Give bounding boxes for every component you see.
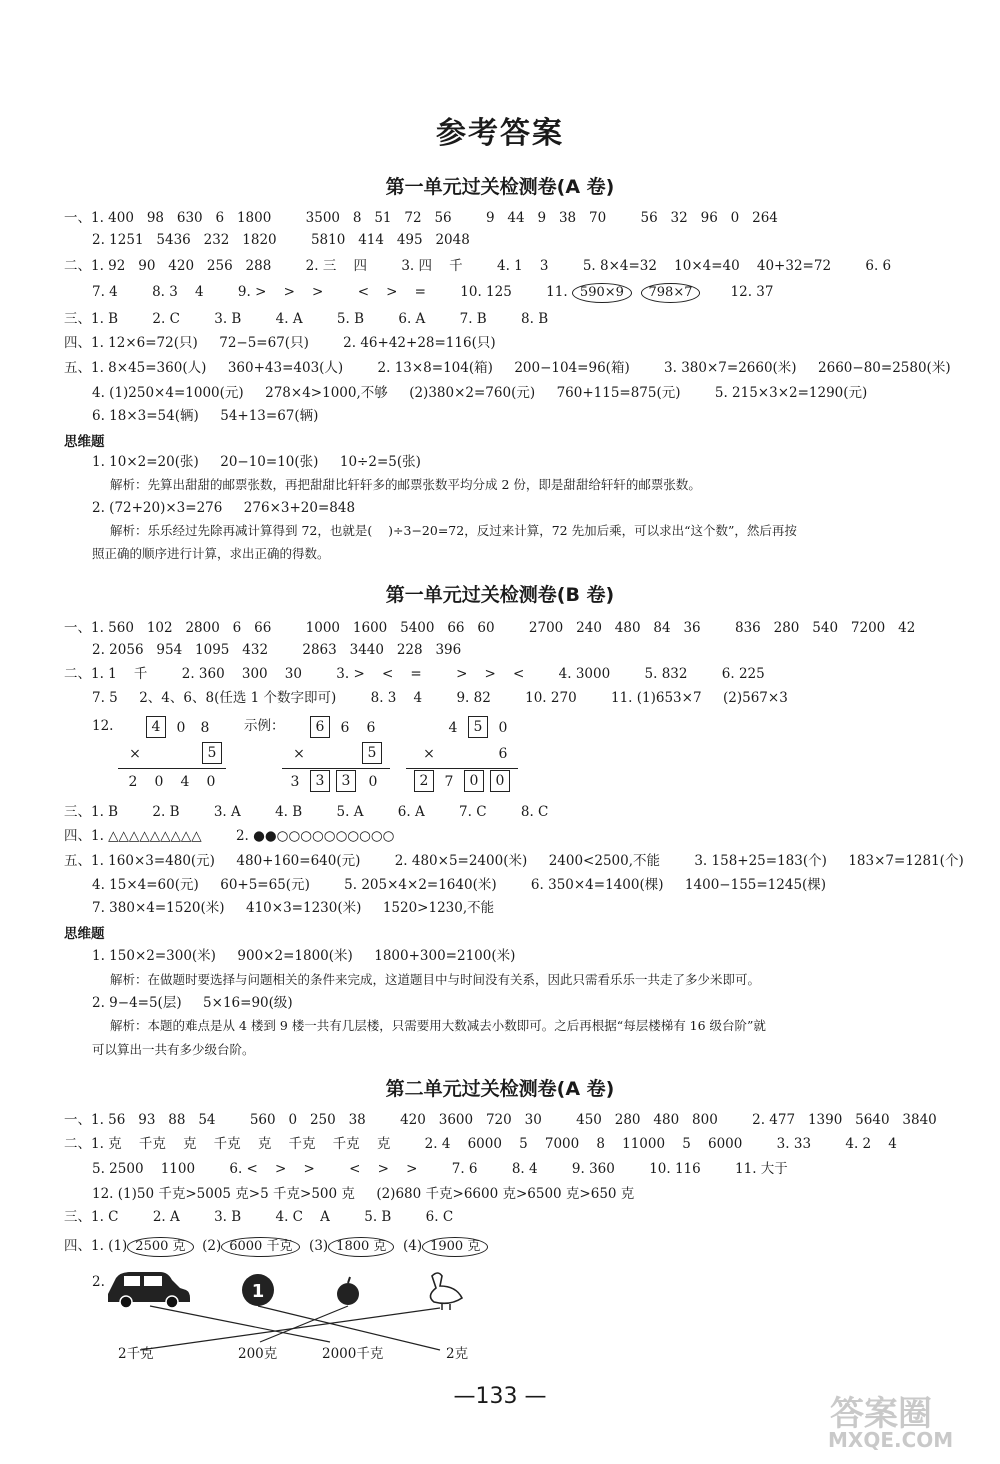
- digit-box: 2: [414, 770, 434, 792]
- digit: 0: [206, 774, 216, 790]
- answer-line: 五、1. 160×3=480(元) 480+160=640(元) 2. 480×5=2400(米) 2400<2500,不能 3. 158+25=183(个) 183×7=1281(个): [64, 853, 964, 869]
- digit-box: 3: [310, 770, 330, 792]
- section-title-1b: 第一单元过关检测卷(B 卷): [385, 584, 615, 606]
- answer-line: 四、1. (1) 2500 克 (2) 6000 千克 (3) 1800 克 (4) 1900 克: [64, 1236, 488, 1257]
- answer-line: 7. 4 8. 3 4 9. > > > < > = 10. 125 11. 590×9 798×7 12. 37: [92, 282, 773, 303]
- result-line: [118, 768, 226, 769]
- digit: 4: [180, 774, 190, 790]
- page-title: 参考答案: [436, 116, 564, 151]
- digit-box: 3: [336, 770, 356, 792]
- result-line: [282, 768, 390, 769]
- answer-line: 2. 1251 5436 232 1820 5810 414 495 2048: [92, 232, 470, 248]
- answer-line: 1. 10×2=20(张) 20−10=10(张) 10÷2=5(张): [92, 454, 421, 470]
- match-label: 2千克: [118, 1346, 154, 1362]
- digit: 7: [444, 774, 454, 790]
- digit: 0: [368, 774, 378, 790]
- answer-line: 4. 15×4=60(元) 60+5=65(元) 5. 205×4×2=1640(米) 6. 350×4=1400(棵) 1400−155=1245(棵): [92, 877, 827, 893]
- digit: 6: [340, 720, 350, 736]
- match-label: 2000千克: [322, 1346, 384, 1362]
- times-sign: ×: [423, 746, 435, 762]
- section-title-2a: 第二单元过关检测卷(A 卷): [385, 1078, 615, 1100]
- answer-line: 二、1. 克 千克 克 千克 克 千克 千克 克 2. 4 6000 5 7000 8 11000 5 6000 3. 33 4. 2 4: [64, 1136, 897, 1152]
- digit-box: 6: [310, 716, 330, 738]
- answer-line: 三、1. B 2. C 3. B 4. A 5. B 6. A 7. B 8. B: [64, 311, 549, 327]
- example-label: 示例：: [244, 718, 285, 734]
- times-sign: ×: [129, 746, 141, 762]
- answer-line: 2.: [92, 1274, 105, 1290]
- car-icon: [108, 1272, 190, 1308]
- digit: 3: [290, 774, 300, 790]
- digit-box: 5: [362, 742, 382, 764]
- digit-box: 5: [202, 742, 222, 764]
- answer-line: 三、1. C 2. A 3. B 4. C A 5. B 6. C: [64, 1209, 454, 1225]
- answer-line: 一、1. 400 98 630 6 1800 3500 8 51 72 56 9 44 9 38 70 56 32 96 0 264: [64, 210, 778, 226]
- answer-line: 5. 2500 1100 6. < > > < > > 7. 6 8. 4 9. 360 10. 116 11. 大于: [92, 1161, 788, 1177]
- digit-box: 5: [468, 716, 488, 738]
- circled-answer: 2500 克: [127, 1237, 193, 1257]
- answer-line: 1. 150×2=300(米) 900×2=1800(米) 1800+300=2100(米): [92, 948, 516, 964]
- coin-icon: [242, 1274, 274, 1306]
- page-number: —133 —: [453, 1384, 547, 1409]
- digit-box: 0: [464, 770, 484, 792]
- answer-line: 二、1. 92 90 420 256 288 2. 三 四 3. 四 千 4. 1 3 5. 8×4=32 10×4=40 40+32=72 6. 6: [64, 258, 892, 274]
- answer-line: 4. (1)250×4=1000(元) 278×4>1000,不够 (2)380×2=760(元) 760+115=875(元) 5. 215×3×2=1290(元): [92, 385, 868, 401]
- problem-12-label: 12.: [92, 718, 114, 734]
- circled-answer: 1800 克: [328, 1237, 394, 1257]
- match-line: [140, 1306, 440, 1350]
- circled-answer: 590×9: [572, 283, 632, 303]
- explanation: 解析：先算出甜甜的邮票张数，再把甜甜比轩轩多的邮票张数平均分成 2 份，即是甜甜给轩轩的邮票张数。: [110, 477, 701, 492]
- svg-text:1: 1: [251, 1281, 265, 1302]
- section-title-1a: 第一单元过关检测卷(A 卷): [385, 176, 615, 198]
- digit: 8: [200, 720, 210, 736]
- digit: 2: [128, 774, 138, 790]
- circled-answer: 1900 克: [422, 1237, 488, 1257]
- apple-icon: [337, 1277, 359, 1305]
- explanation: 解析：本题的难点是从 4 楼到 9 楼一共有几层楼，只需要用大数减去小数即可。之后再根据“每层楼梯有 16 级台阶”就: [110, 1018, 766, 1033]
- result-line: [406, 768, 518, 769]
- answer-line: 二、1. 1 千 2. 360 300 30 3. > < = > > < 4. 3000 5. 832 6. 225: [64, 666, 765, 682]
- explanation: 照正确的顺序进行计算，求出正确的得数。: [92, 546, 330, 561]
- digit: 0: [176, 720, 186, 736]
- explanation: 解析：乐乐经过先除再减计算得到 72，也就是( )÷3−20=72，反过来计算，72 先加后乘，可以求出“这个数”，然后再按: [110, 523, 797, 538]
- goose-icon: [430, 1273, 462, 1310]
- answer-line: 6. 18×3=54(辆) 54+13=67(辆): [92, 408, 319, 424]
- explanation: 解析：在做题时要选择与问题相关的条件来完成，这道题目中与时间没有关系，因此只需看乐乐一共走了多少米即可。: [110, 972, 761, 987]
- answer-line: 12. (1)50 千克>5005 克>5 千克>500 克 (2)680 千克>6600 克>6500 克>650 克: [92, 1186, 635, 1202]
- answer-line: 一、1. 560 102 2800 6 66 1000 1600 5400 66 60 2700 240 480 84 36 836 280 540 7200 42: [64, 620, 916, 636]
- answer-line: 四、1. △△△△△△△△△ 2. ●●○○○○○○○○○○: [64, 828, 395, 844]
- digit-box: 4: [146, 716, 166, 738]
- thinking-heading: 思维题: [64, 434, 105, 450]
- times-sign: ×: [293, 746, 305, 762]
- match-label: 2克: [446, 1346, 469, 1362]
- thinking-heading: 思维题: [64, 926, 105, 942]
- digit: 6: [498, 746, 508, 762]
- circled-answer: 798×7: [641, 283, 701, 303]
- answer-line: 7. 380×4=1520(米) 410×3=1230(米) 1520>1230,不能: [92, 900, 495, 916]
- digit: 0: [154, 774, 164, 790]
- answer-line: 四、1. 12×6=72(只) 72−5=67(只) 2. 46+42+28=116(只): [64, 335, 496, 351]
- watermark-logo: 答案圈: [830, 1394, 932, 1434]
- matching-diagram: [100, 1264, 500, 1394]
- answer-line: 2. (72+20)×3=276 276×3+20=848: [92, 500, 356, 516]
- answer-line: 2. 9−4=5(层) 5×16=90(级): [92, 995, 293, 1011]
- answer-line: 一、1. 56 93 88 54 560 0 250 38 420 3600 720 30 450 280 480 800 2. 477 1390 5640 3840: [64, 1112, 937, 1128]
- answer-line: 7. 5 2、4、6、8(任选 1 个数字即可) 8. 3 4 9. 82 10. 270 11. (1)653×7 (2)567×3: [92, 690, 788, 706]
- explanation: 可以算出一共有多少级台阶。: [92, 1042, 255, 1057]
- watermark-url: MXQE.COM: [828, 1428, 954, 1452]
- answer-line: 三、1. B 2. B 3. A 4. B 5. A 6. A 7. C 8. C: [64, 804, 549, 820]
- answer-line: 五、1. 8×45=360(人) 360+43=403(人) 2. 13×8=104(箱) 200−104=96(箱) 3. 380×7=2660(米) 2660−80=2580(米): [64, 360, 951, 376]
- answer-line: 2. 2056 954 1095 432 2863 3440 228 396: [92, 642, 462, 658]
- digit: 0: [498, 720, 508, 736]
- match-label: 200克: [238, 1346, 278, 1362]
- digit-box: 0: [490, 770, 510, 792]
- circled-answer: 6000 千克: [221, 1237, 300, 1257]
- digit: 6: [366, 720, 376, 736]
- digit: 4: [448, 720, 458, 736]
